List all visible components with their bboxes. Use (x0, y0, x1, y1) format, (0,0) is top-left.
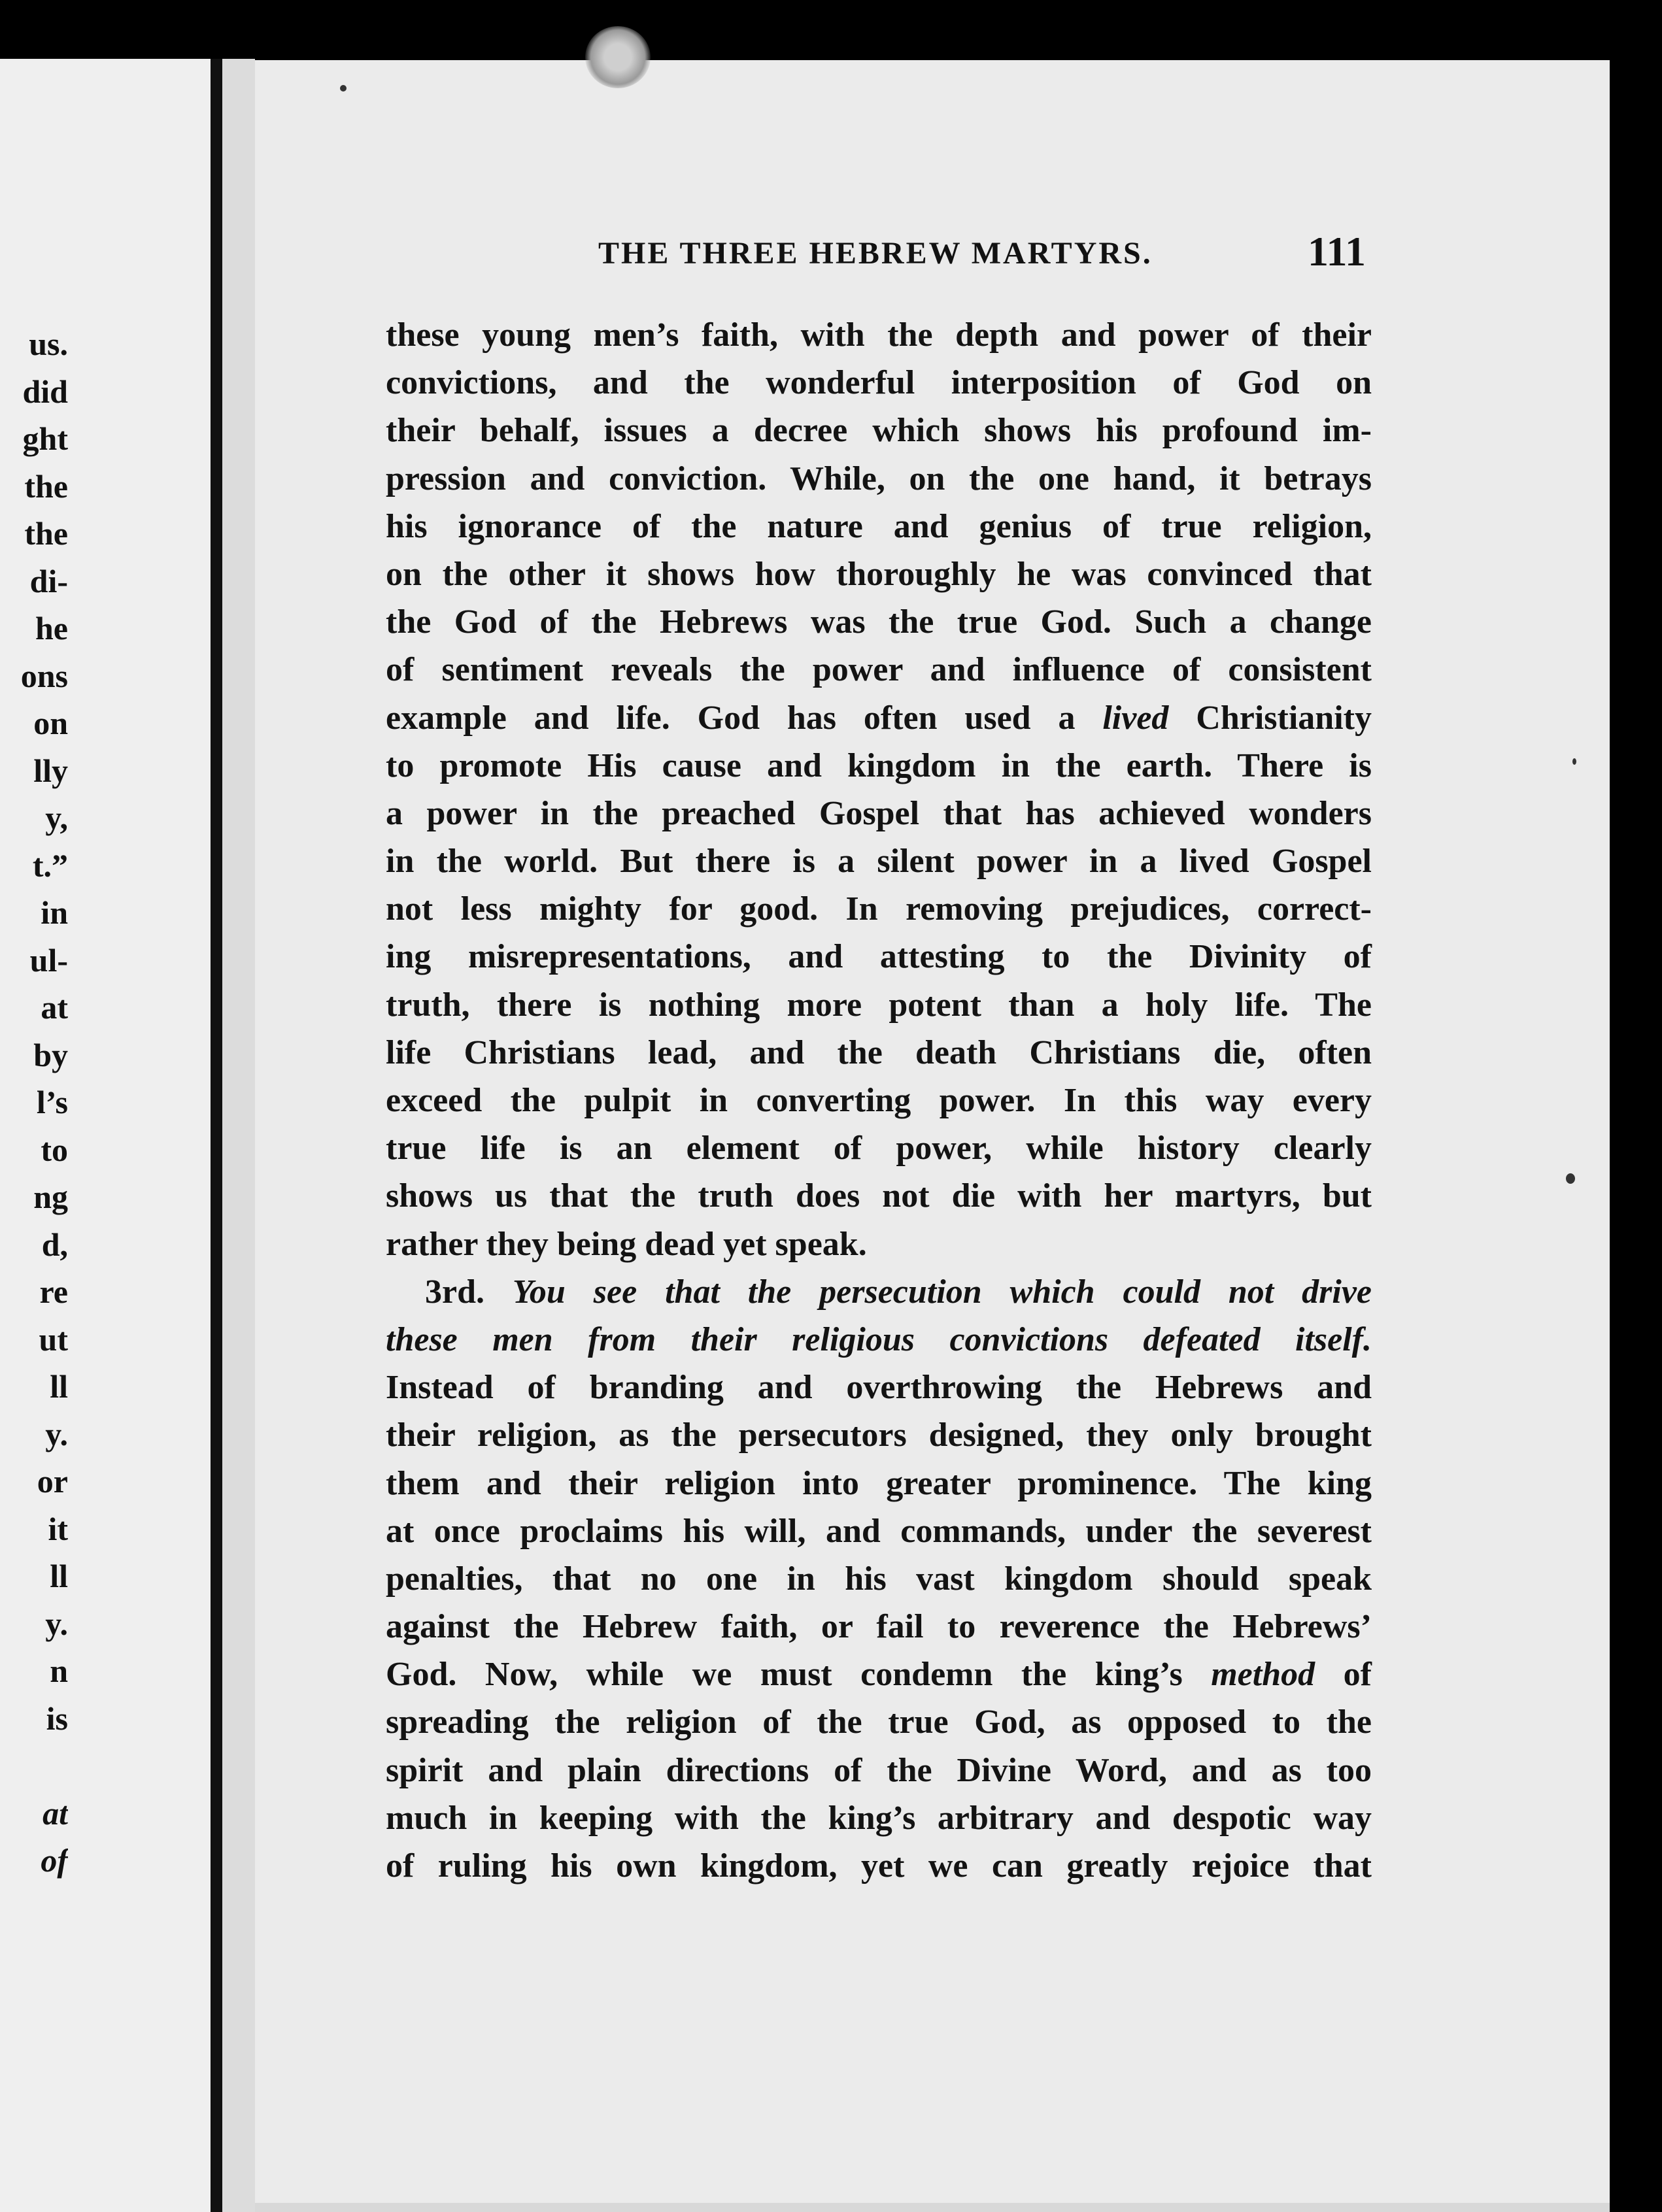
line-text-roman: example and life. God has often used a (386, 699, 1103, 737)
text-line: shows us that the truth does not die with her martyrs, but (386, 1177, 1372, 1215)
text-line: of sentiment reveals the power and influence of consistent (386, 651, 1372, 689)
gutter (222, 59, 255, 2212)
left-fragment: us. (29, 326, 68, 362)
left-fragment: y. (45, 1415, 68, 1452)
left-fragment: at (41, 989, 68, 1026)
left-fragment: ll (50, 1558, 68, 1594)
text-line (386, 694, 1372, 742)
text-line: pression and conviction. While, on the one hand, it betrays (386, 460, 1372, 497)
text-line: spreading the religion of the true God, as opposed to the (386, 1703, 1372, 1741)
book-spine (211, 59, 222, 2212)
left-fragment: in (41, 894, 68, 931)
page-bottom-edge (255, 2203, 1610, 2212)
page-body (386, 311, 1372, 1890)
page-edge-shadow (1610, 65, 1662, 2212)
text-line: ing misrepresentations, and attesting to the Divinity of (386, 938, 1372, 976)
text-line: not less mighty for good. In removing prejudices, correct- (386, 890, 1372, 928)
left-fragment: ng (33, 1179, 68, 1215)
text-line: life Christians lead, and the death Christians die, often (386, 1033, 1372, 1071)
text-line: penalties, that no one in his vast kingdom should speak (386, 1560, 1372, 1598)
text-line: convictions, and the wonderful interposition of God on (386, 364, 1372, 402)
left-fragment: t.” (32, 846, 68, 884)
left-fragment: the (24, 467, 68, 505)
left-fragment: to (41, 1131, 68, 1168)
paper-blemish (585, 26, 651, 88)
left-fragment: re (39, 1273, 68, 1310)
left-fragment: the (24, 515, 68, 552)
left-fragment: at (42, 1794, 68, 1832)
page-number: 111 (1308, 228, 1366, 275)
text-line (386, 1651, 1372, 1698)
text-line (386, 1316, 1372, 1364)
ink-speck (340, 85, 347, 92)
text-line: these young men’s faith, with the depth and power of their (386, 316, 1372, 354)
line-text-roman: God. Now, while we must condemn the king’s (386, 1656, 1212, 1694)
text-line: on the other it shows how thoroughly he was convinced that (386, 555, 1372, 593)
left-fragment: or (37, 1463, 68, 1500)
text-line: them and their religion into greater prominence. The king (386, 1464, 1372, 1502)
text-line: rather they being dead yet speak. (386, 1225, 867, 1263)
left-fragment: by (33, 1036, 68, 1073)
text-line: a power in the preached Gospel that has achieved wonders (386, 794, 1372, 832)
text-line: spirit and plain directions of the Divine Word, and as too (386, 1751, 1372, 1789)
line-text-roman: Christianity (1168, 699, 1372, 737)
left-fragment: lly (33, 752, 68, 789)
text-line: their behalf, issues a decree which shows his profound im- (386, 412, 1372, 450)
left-fragment: ll (50, 1368, 68, 1405)
left-fragment: n (50, 1652, 68, 1689)
text-line: their religion, as the persecutors designed, they only brought (386, 1416, 1372, 1454)
left-fragment: l’s (36, 1084, 68, 1120)
left-fragment: ul- (29, 941, 68, 979)
left-fragment: y. (45, 1605, 68, 1642)
running-head: THE THREE HEBREW MARTYRS. (598, 236, 1153, 271)
line-text-roman: 3rd. (425, 1273, 513, 1311)
left-fragment: ut (39, 1320, 68, 1358)
ink-speck (1566, 1173, 1575, 1184)
text-line: against the Hebrew faith, or fail to reverence the Hebrews’ (386, 1608, 1372, 1646)
line-text-italic: lived (1102, 699, 1169, 737)
text-line: much in keeping with the king’s arbitrary and despotic way (386, 1799, 1372, 1837)
left-fragment: ght (22, 420, 68, 457)
text-line: to promote His cause and kingdom in the earth. There is (386, 746, 1372, 784)
text-line: in the world. But there is a silent power in a lived Gospel (386, 843, 1372, 880)
left-fragment: di- (29, 562, 68, 599)
text-line: at once proclaims his will, and commands, under the severest (386, 1512, 1372, 1550)
text-line: truth, there is nothing more potent than a holy life. The (386, 986, 1372, 1024)
text-line: Instead of branding and overthrowing the Hebrews and (386, 1369, 1372, 1407)
text-line: exceed the pulpit in converting power. In this way every (386, 1082, 1372, 1119)
left-fragment: it (48, 1510, 68, 1547)
left-fragment: did (22, 373, 68, 410)
left-fragment: is (46, 1700, 68, 1737)
line-text-italic: You see that the persecution which could not drive (512, 1273, 1372, 1311)
text-line: the God of the Hebrews was the true God. Such a change (386, 603, 1372, 641)
text-line: of ruling his own kingdom, yet we can greatly rejoice that (386, 1847, 1372, 1885)
line-text-italic: method (1211, 1656, 1315, 1694)
left-fragment: on (33, 705, 68, 741)
ink-speck (1572, 758, 1576, 765)
line-text-roman: of (1315, 1656, 1372, 1694)
text-line: true life is an element of power, while history clearly (386, 1130, 1372, 1167)
text-line (386, 1268, 1372, 1316)
line-text-italic: these men from their religious convictions defeated itself. (386, 1320, 1372, 1358)
left-page-fragments (0, 320, 68, 1885)
left-fragment (0, 1742, 68, 1790)
left-fragment: of (41, 1842, 68, 1879)
left-fragment: y, (45, 799, 68, 836)
left-fragment: he (35, 610, 68, 646)
left-fragment: ons (20, 657, 68, 694)
left-fragment: d, (41, 1226, 68, 1263)
text-line: his ignorance of the nature and genius of true religion, (386, 507, 1372, 545)
